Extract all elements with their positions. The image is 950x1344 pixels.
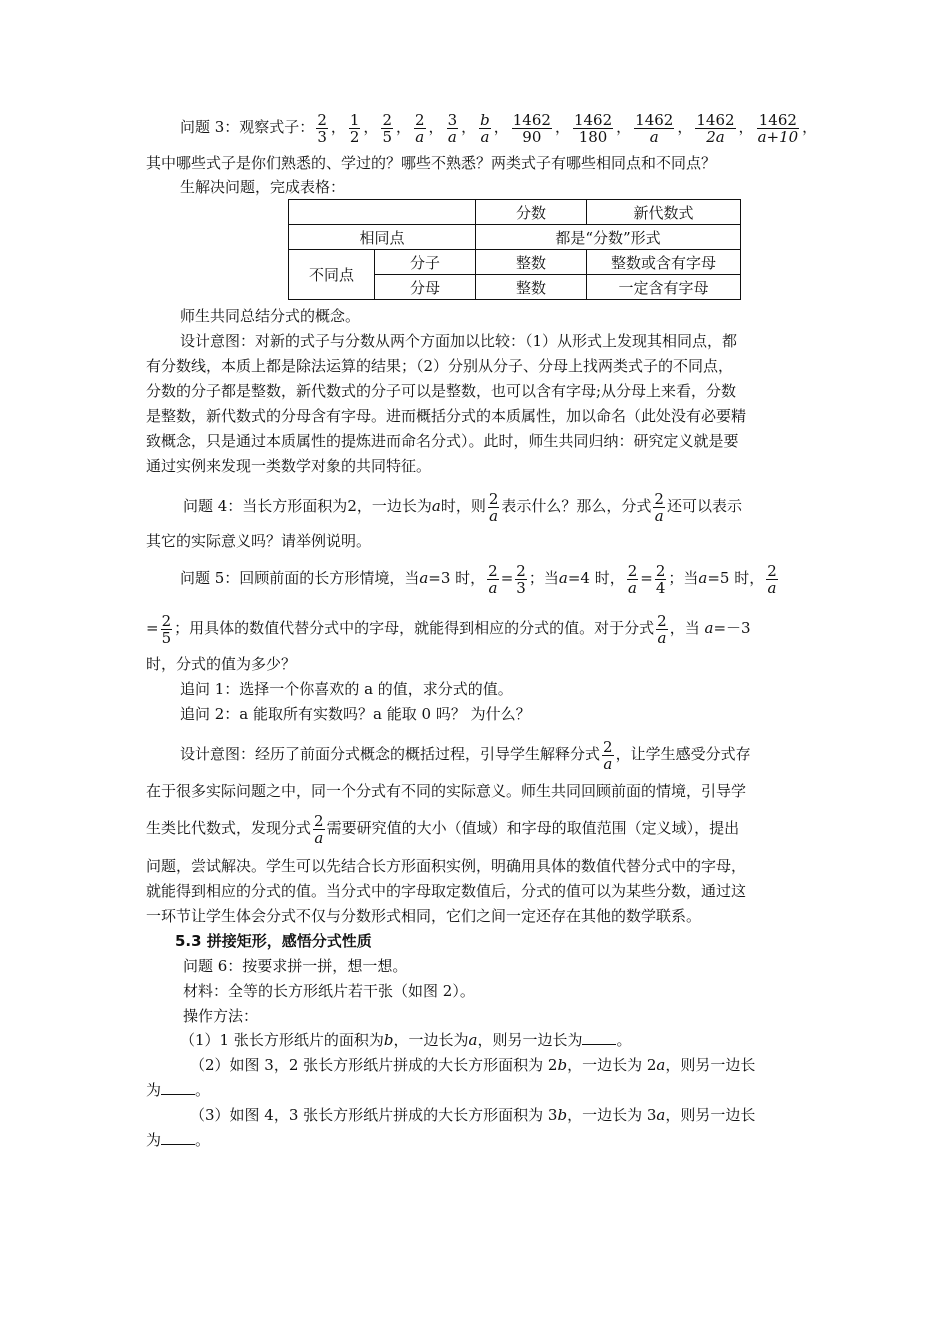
answer-blank[interactable] xyxy=(161,1130,195,1145)
fraction-2-over-a: $\frac{2}{a}$ xyxy=(488,561,498,597)
question-6: 问题 6：按要求拼一拼，想一想。 xyxy=(183,957,408,975)
fraction: $\frac{1462}{90}$ xyxy=(512,110,551,146)
follow-up-1: 追问 1：选择一个你喜欢的 a 的值，求分式的值。 xyxy=(180,680,513,698)
question-3-line-2: 其中哪些式子是你们熟悉的、学过的？哪些不熟悉？两类式子有哪些相同点和不同点？ xyxy=(146,154,717,172)
fraction-2-over-a: $\frac{2}{a}$ xyxy=(627,561,638,597)
table-diff-label: 不同点 xyxy=(289,250,375,300)
fraction-2-over-5: $\frac{2}{5}$ xyxy=(161,611,172,647)
fraction: $\frac{2}{3}$ xyxy=(317,110,327,146)
question-3-line-3: 生解决问题，完成表格： xyxy=(180,178,346,196)
design-2-line-2: 在于很多实际问题之中，同一个分式有不同的实际意义。师生共同回顾前面的情境，引导学 xyxy=(146,782,747,800)
fraction-2-over-a: $\frac{2}{a}$ xyxy=(314,811,324,847)
table-row xyxy=(289,200,741,225)
comparison-table xyxy=(288,199,741,300)
fraction-2-over-a: $\frac{2}{a}$ xyxy=(488,489,499,525)
table-row xyxy=(289,250,741,275)
design-2-line-3: 生类比代数式，发现分式 $\frac{2}{a}$ 需要研究值的大小（值域）和字母的取值范围（定义域），提出 xyxy=(146,811,740,847)
fraction: $\frac{3}{a}$ xyxy=(447,110,458,146)
fraction: $\frac{1462}{a+10}$ xyxy=(757,110,799,146)
question-3-prefix: 问题 3：观察式子： xyxy=(180,118,315,136)
table-numerator-label: 分子 xyxy=(375,250,476,275)
design-1-line-5: 致概念，只是通过本质属性的提炼进而命名分式）。此时，师生共同归纳：研究定义就是要 xyxy=(146,432,739,450)
fraction-2-over-4: $\frac{2}{4}$ xyxy=(655,561,666,597)
summary-text: 师生共同总结分式的概念。 xyxy=(180,307,361,325)
design-1-line-3: 分数的分子都是整数，新代数式的分子可以是整数，也可以含有字母;从分母上来看，分数 xyxy=(146,382,737,400)
material-text: 材料：全等的长方形纸片若干张（如图 2）。 xyxy=(183,982,475,1000)
answer-blank[interactable] xyxy=(161,1080,195,1095)
fraction-2-over-3: $\frac{2}{3}$ xyxy=(516,561,526,597)
table-header-new-expression: 新代数式 xyxy=(587,200,741,225)
design-1-line-4: 是整数，新代数式的分母含有字母。进而概括分式的本质属性，加以命名（此处没有必要精 xyxy=(146,407,747,425)
question-4-line-2: 其它的实际意义吗？请举例说明。 xyxy=(146,532,372,550)
fraction: $\frac{1}{2}$ xyxy=(349,110,360,146)
fraction: $\frac{2}{a}$ xyxy=(415,110,425,146)
follow-up-2: 追问 2：a 能取所有实数吗？a 能取 0 吗？ 为什么？ xyxy=(180,705,531,723)
design-1-line-6: 通过实例来发现一类数学对象的共同特征。 xyxy=(146,457,432,475)
operation-1: （1）1 张长方形纸片的面积为b，一边长为a，则另一边长为 。 xyxy=(180,1031,632,1049)
table-row xyxy=(289,225,741,250)
table-numerator-fraction: 整数 xyxy=(476,250,587,275)
design-2-line-5: 就能得到相应的分式的值。当分式中的字母取定数值后，分式的值可以为某些分数，通过这 xyxy=(146,882,747,900)
question-3-line xyxy=(180,109,818,145)
fraction: $\frac{b}{a}$ xyxy=(480,110,490,146)
question-4-line-1: 问题 4：当长方形面积为2，一边长为a时，则 $\frac{2}{a}$ 表示什么？那么，分式 $\frac{2}{a}$ 还可以表示 xyxy=(183,489,742,525)
fraction-2-over-a: $\frac{2}{a}$ xyxy=(654,489,664,525)
method-text: 操作方法： xyxy=(183,1007,259,1025)
fraction: $\frac{2}{5}$ xyxy=(382,110,392,146)
design-2-line-1: 设计意图：经历了前面分式概念的概括过程，引导学生解释分式 $\frac{2}{a}$ ，让学生感受分式存 xyxy=(180,737,751,773)
design-2-line-4: 问题，尝试解决。学生可以先结合长方形面积实例，明确用具体的数值代替分式中的字母， xyxy=(146,857,747,875)
table-same-value: 都是“分数”形式 xyxy=(476,225,741,250)
table-denominator-label: 分母 xyxy=(375,275,476,300)
question-3-fractions: $\frac{2}{3}$ ， $\frac{1}{2}$ ， $\frac{2}{5}$ ， $\frac{2}{a}$ ， $\frac{3}{a}$ ， $\frac{b}{a}$ ， $\frac{1462}{90}$ ， $\frac{1462}{180}$ ， $\frac{1462}{a}$ ， $\frac{1462}{2a}$ ， $\frac{1462}{a+10}$ ， xyxy=(317,110,818,146)
table-header-fraction: 分数 xyxy=(476,200,587,225)
table-denominator-fraction: 整数 xyxy=(476,275,587,300)
design-1-line-2: 有分数线，本质上都是除法运算的结果；（2）分别从分子、分母上找两类式子的不同点， xyxy=(146,357,734,375)
section-heading: 5.3 拼接矩形，感悟分式性质 xyxy=(175,932,372,950)
design-2-line-6: 一环节让学生体会分式不仅与分数形式相同，它们之间一定还存在其他的数学联系。 xyxy=(146,907,702,925)
table-numerator-new: 整数或含有字母 xyxy=(587,250,741,275)
operation-3: （3）如图 4，3 张长方形纸片拼成的大长方形面积为 3b，一边长为 3a，则另一边长 xyxy=(190,1106,756,1124)
answer-blank[interactable] xyxy=(582,1030,616,1045)
fraction-2-over-a: $\frac{2}{a}$ xyxy=(657,611,667,647)
table-cell-empty xyxy=(289,200,476,225)
table-denominator-new: 一定含有字母 xyxy=(587,275,741,300)
fraction-2-over-a: $\frac{2}{a}$ xyxy=(603,737,613,773)
question-5-line-2: = $\frac{2}{5}$ ；用具体的数值代替分式中的字母，就能得到相应的分式的值。对于分式 $\frac{2}{a}$ ，当 a=－3 xyxy=(146,611,751,647)
table-same-label: 相同点 xyxy=(289,225,476,250)
fraction: $\frac{1462}{2a}$ xyxy=(696,110,735,146)
design-1-line-1: 设计意图：对新的式子与分数从两个方面加以比较：（1）从形式上发现其相同点，都 xyxy=(180,332,738,350)
operation-2: （2）如图 3，2 张长方形纸片拼成的大长方形面积为 2b，一边长为 2a，则另一边长 xyxy=(190,1056,756,1074)
fraction: $\frac{1462}{180}$ xyxy=(573,110,613,146)
question-5-line-1: 问题 5：回顾前面的长方形情境，当a=3 时， $\frac{2}{a}$ = $\frac{2}{3}$ ；当a=4 时， $\frac{2}{a}$ = $\frac{2}{4}$ ；当a=5 时， $\frac{2}{a}$ xyxy=(180,561,777,597)
operation-2-line-2: 为 。 xyxy=(146,1081,211,1099)
fraction: $\frac{1462}{a}$ xyxy=(635,110,674,146)
question-5-line-3: 时，分式的值为多少？ xyxy=(146,655,297,673)
operation-3-line-2: 为 。 xyxy=(146,1131,211,1149)
fraction-2-over-a: $\frac{2}{a}$ xyxy=(767,561,777,597)
